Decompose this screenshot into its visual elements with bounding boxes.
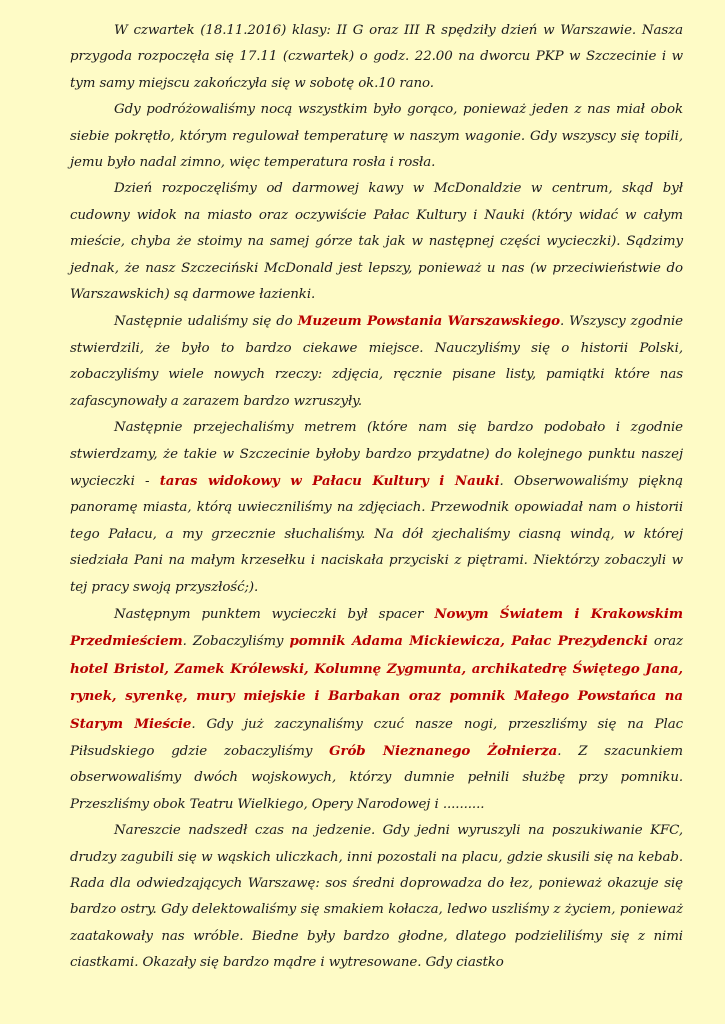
text-run: Nareszcie nadszedł czas na jedzenie. Gdy jedni wyruszyli na poszukiwanie KFC, drudzy zagubili się w wąskich uliczkach, inni pozostali na placu, gdzie skusili się na kebab. Rada dla odwiedzających Warszawę: sos średni doprowadza do łez, ponieważ okazuje się bardzo ostry. Gdy delektowaliśmy się smakiem kołacza, ledwo uszliśmy z życiem, ponieważ zaatakowały nas wróble. Biedne były bardzo głodne, dlatego podzieliliśmy się z nimi ciastkami. Okazały się bardzo mądre i wytresowane. Gdy ciastko [70, 823, 683, 971]
text-run: . Zobaczyliśmy [182, 634, 290, 650]
text-run: . Wszyscy zgodnie stwierdzili, że było to bardzo ciekawe miejsce. Nauczyliśmy się o historii Polski, zobaczyliśmy wiele nowych rzeczy: zdjęcia, ręcznie pisane listy, pamiątki które nas zafascynowały a zarazem bardzo wzruszyły. [70, 314, 683, 409]
paragraph [70, 308, 683, 415]
highlighted-place-name: hotel Bristol, Zamek Królewski, Kolumnę Zygmunta, archikatedrę Świętego Jana, rynek, syrenkę, mury miejskie i Barbakan oraz pomnik Małego Powstańca na Starym Mieście [70, 660, 683, 732]
text-run: . Obserwowaliśmy piękną panoramę miasta, którą uwieczniliśmy na zdjęciach. Przewodnik opowiadał nam o historii tego Pałacu, a my grzecznie słuchaliśmy. Na dół zjechaliśmy ciasną windą, w której siedziała Pani na małym krzesełku i naciskała przyciski z piętrami. Niektórzy zobaczyli w tej pracy swoją przyszłość;). [70, 473, 683, 595]
paragraph [70, 601, 683, 818]
text-run: Następnie przejechaliśmy metrem (które nam się bardzo podobało i zgodnie stwierdzamy, że takie w Szczecinie byłoby bardzo przydatne) do kolejnego punktu naszej wycieczki - [70, 420, 683, 489]
paragraph [70, 818, 683, 976]
text-run: Następnym punktem wycieczki był spacer [114, 606, 435, 622]
text-run: Gdy podróżowaliśmy nocą wszystkim było gorąco, ponieważ jeden z nas miał obok siebie pokrętło, którym regulował temperaturę w naszym wagonie. Gdy wszyscy się topili, jemu było nadal zimno, więc temperatura rosła i rosła. [70, 102, 683, 171]
text-run: Następnie udaliśmy się do [114, 314, 298, 330]
text-run: . Gdy już zaczynaliśmy czuć nasze nogi, przeszliśmy się na Plac Piłsudskiego gdzie zobaczyliśmy [70, 716, 683, 759]
paragraph [70, 415, 683, 601]
text-run: oraz [647, 634, 683, 650]
paragraph [70, 18, 683, 97]
highlighted-place-name: taras widokowy w Pałacu Kultury i Nauki [159, 472, 500, 489]
highlighted-place-name: pomnik Adama Mickiewicza, Pałac Prezydencki [289, 633, 648, 650]
highlighted-place-name: Nowym Światem i Krakowskim Przedmieściem [70, 605, 683, 650]
text-run: W czwartek (18.11.2016) klasy: II G oraz III R spędziły dzień w Warszawie. Nasza przygoda rozpoczęła się 17.11 (czwartek) o godz. 22.00 na dworcu PKP w Szczecinie i w tym samy miejscu zakończyła się w sobotę ok.10 rano. [70, 23, 683, 91]
paragraph [70, 97, 683, 176]
paragraph [70, 176, 683, 308]
text-run: Dzień rozpoczęliśmy od darmowej kawy w McDonaldzie w centrum, skąd był cudowny widok na miasto oraz oczywiście Pałac Kultury i Nauki (który widać w całym mieście, chyba że stoimy na samej górze tak jak w następnej części wycieczki). Sądzimy jednak, że nasz Szczeciński McDonald jest lepszy, ponieważ u nas (w przeciwieństwie do Warszawskich) są darmowe łazienki. [70, 181, 683, 303]
highlighted-place-name: Muzeum Powstania Warszawskiego [297, 313, 560, 330]
highlighted-place-name: Grób Nieznanego Żołnierza [329, 742, 558, 759]
text-run: . Z szacunkiem obserwowaliśmy dwóch wojskowych, którzy dumnie pełnili służbę przy pomniku. Przeszliśmy obok Teatru Wielkiego, Opery Narodowej i .......... [70, 743, 683, 812]
